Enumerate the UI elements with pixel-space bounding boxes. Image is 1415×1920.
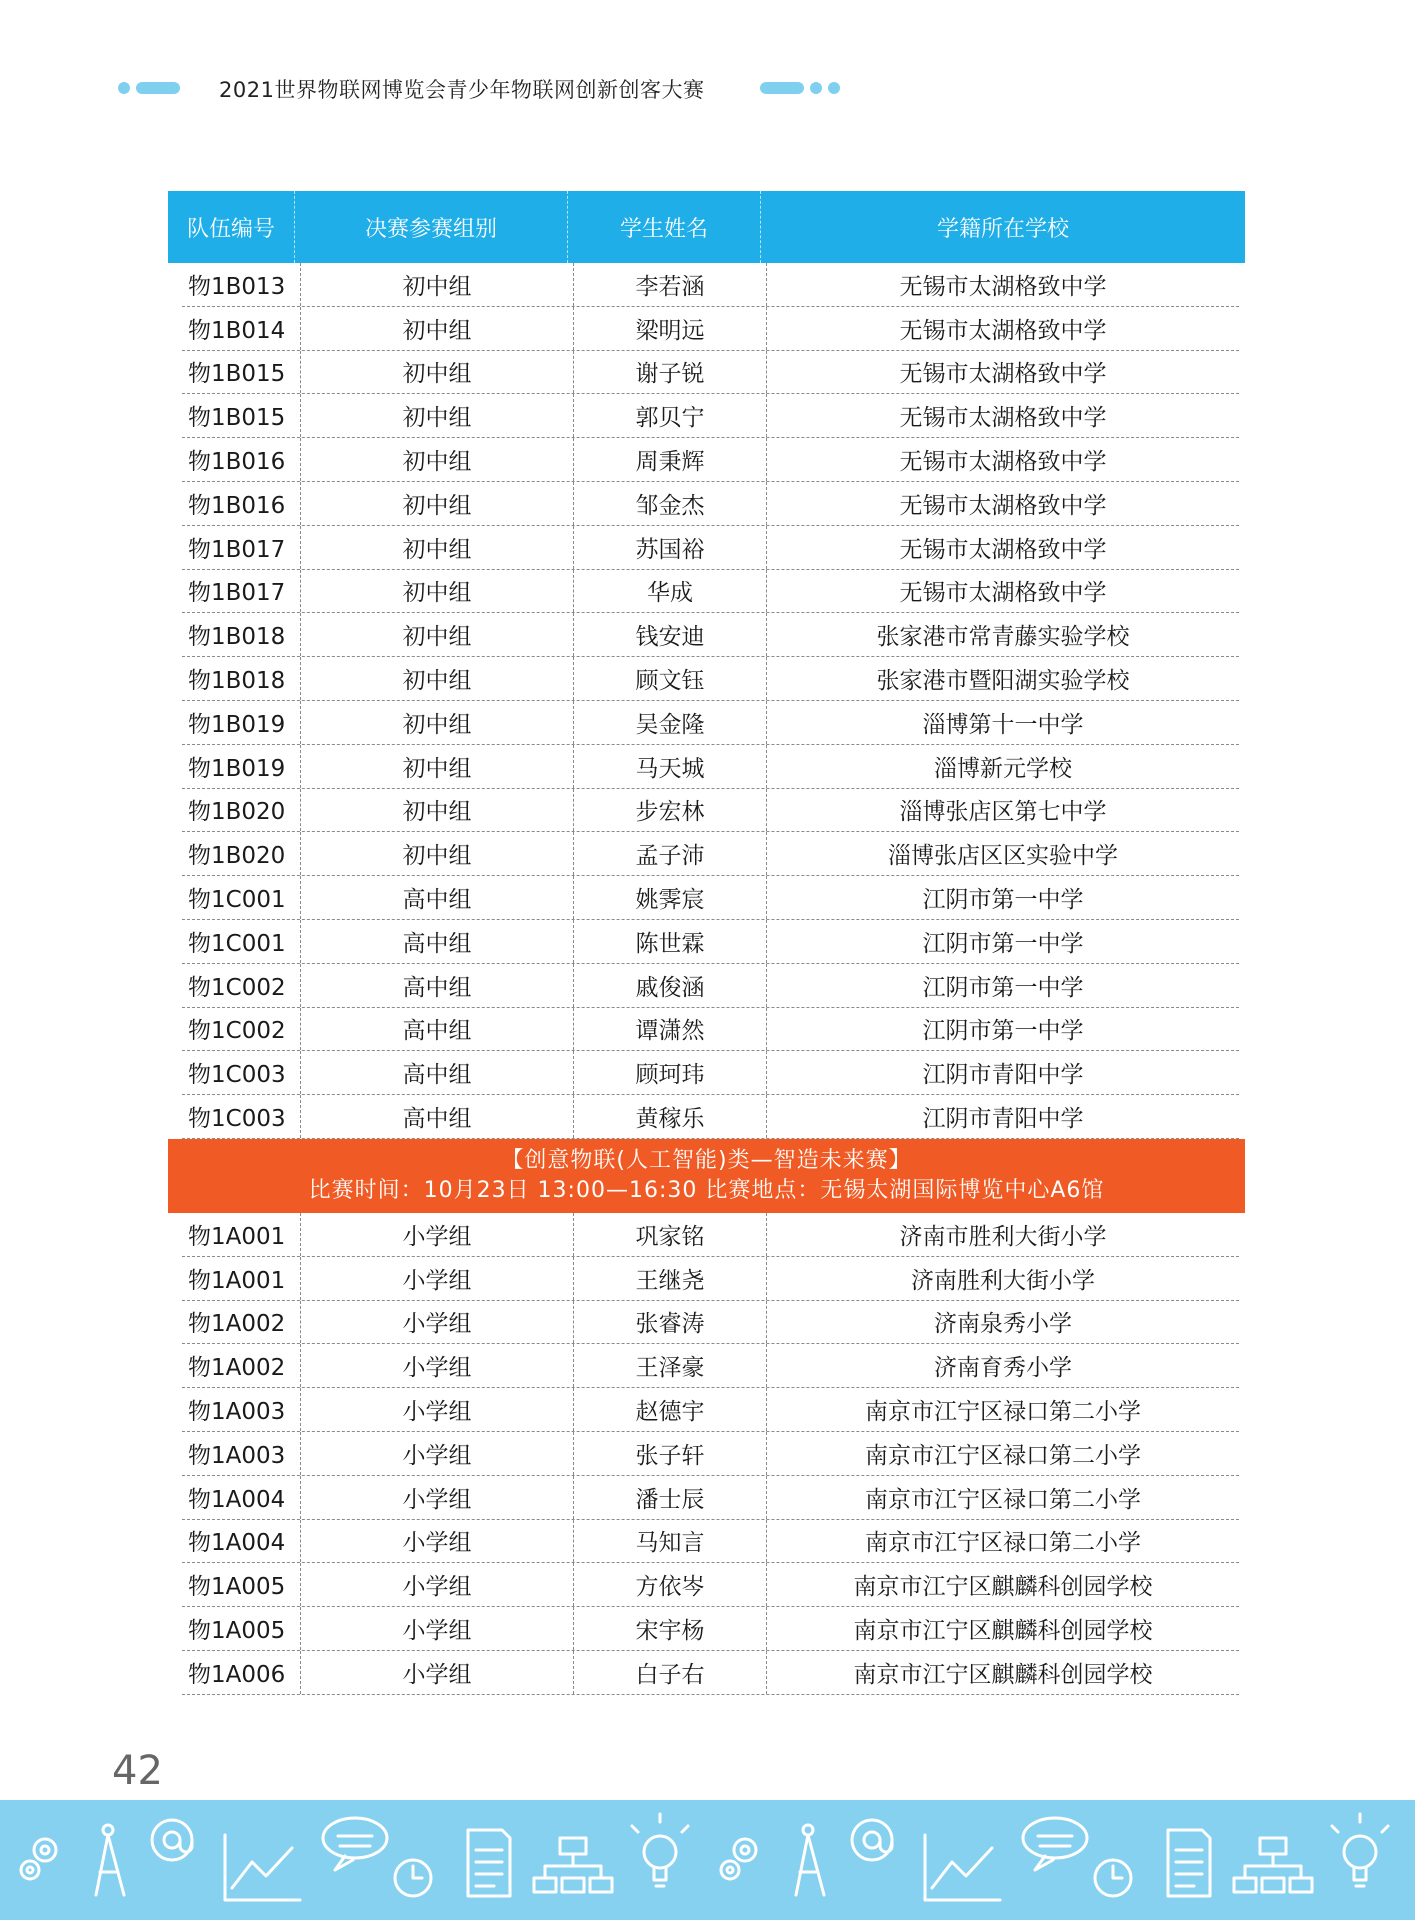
- table-row: [182, 832, 1239, 876]
- school-cell: 南京市江宁区麒麟科创园学校: [766, 1563, 1239, 1606]
- team-id-cell: 物1B019: [188, 711, 286, 738]
- table-row: [182, 482, 1239, 526]
- team-id-cell: 物1C001: [188, 930, 286, 957]
- team-id-cell: 物1B015: [188, 405, 286, 432]
- school-cell: 无锡市太湖格致中学: [766, 263, 1239, 306]
- table-row: [182, 1301, 1239, 1345]
- footer-decoration: [0, 1800, 1415, 1920]
- team-id-cell: 物1C003: [188, 1106, 286, 1133]
- team-id-cell: 物1B017: [188, 580, 286, 607]
- group-cell: 小学组: [300, 1563, 573, 1606]
- school-cell: 江阴市青阳中学: [766, 1095, 1239, 1138]
- team-id-cell: 物1B017: [188, 536, 286, 563]
- group-cell: 高中组: [300, 1095, 573, 1138]
- team-id-cell: 物1B015: [188, 361, 286, 388]
- table-row: [182, 394, 1239, 438]
- table-row: [182, 1520, 1239, 1564]
- group-cell: 高中组: [300, 876, 573, 919]
- banner-title: 【创意物联(人工智能)类—智造未来赛】: [501, 1147, 912, 1173]
- team-id-cell: 物1A001: [188, 1267, 286, 1294]
- student-name-cell: 郭贝宁: [573, 394, 766, 437]
- student-name-cell: 顾文钰: [573, 657, 766, 700]
- table-row: [182, 1563, 1239, 1607]
- table-row: [182, 1257, 1239, 1301]
- group-cell: 初中组: [300, 745, 573, 788]
- page-header: [0, 70, 1415, 104]
- school-cell: 张家港市暨阳湖实验学校: [766, 657, 1239, 700]
- page-number: 42: [112, 1748, 163, 1794]
- team-id-cell: 物1A002: [188, 1355, 286, 1382]
- student-name-cell: 巩家铭: [573, 1213, 766, 1256]
- team-id-cell: 物1B013: [188, 273, 286, 300]
- table-row: [182, 1095, 1239, 1139]
- table-row: [182, 745, 1239, 789]
- group-cell: 初中组: [300, 570, 573, 613]
- group-cell: 初中组: [300, 351, 573, 394]
- school-cell: 江阴市青阳中学: [766, 1051, 1239, 1094]
- group-cell: 小学组: [300, 1257, 573, 1300]
- team-id-cell: 物1B019: [188, 755, 286, 782]
- banner-schedule: 比赛时间：10月23日 13:00—16:30 比赛地点：无锡太湖国际博览中心A6馆: [308, 1177, 1105, 1203]
- group-cell: 初中组: [300, 526, 573, 569]
- school-cell: 淄博第十一中学: [766, 701, 1239, 744]
- group-cell: 初中组: [300, 438, 573, 481]
- clock-icon: [395, 1860, 431, 1896]
- student-name-cell: 张子轩: [573, 1432, 766, 1475]
- group-cell: 初中组: [300, 832, 573, 875]
- table-row: [182, 526, 1239, 570]
- header-dash-left: [136, 82, 180, 94]
- team-id-cell: 物1A006: [188, 1661, 286, 1688]
- team-id-cell: 物1B014: [188, 317, 286, 344]
- table-row: [182, 307, 1239, 351]
- school-cell: 无锡市太湖格致中学: [766, 394, 1239, 437]
- student-name-cell: 王泽豪: [573, 1344, 766, 1387]
- group-cell: 初中组: [300, 701, 573, 744]
- student-name-cell: 谢子锐: [573, 351, 766, 394]
- table-row: [182, 1008, 1239, 1052]
- school-cell: 济南育秀小学: [766, 1344, 1239, 1387]
- school-cell: 无锡市太湖格致中学: [766, 438, 1239, 481]
- table-row: [182, 964, 1239, 1008]
- group-cell: 高中组: [300, 1008, 573, 1051]
- student-name-cell: 梁明远: [573, 307, 766, 350]
- student-name-cell: 华成: [573, 570, 766, 613]
- group-cell: 初中组: [300, 307, 573, 350]
- student-name-cell: 苏国裕: [573, 526, 766, 569]
- group-cell: 小学组: [300, 1432, 573, 1475]
- team-id-cell: 物1B018: [188, 668, 286, 695]
- school-cell: 无锡市太湖格致中学: [766, 307, 1239, 350]
- speech-bubble-icon: [323, 1818, 387, 1870]
- team-id-cell: 物1A003: [188, 1442, 286, 1469]
- group-cell: 高中组: [300, 920, 573, 963]
- student-name-cell: 潘士辰: [573, 1476, 766, 1519]
- school-cell: 江阴市第一中学: [766, 920, 1239, 963]
- school-cell: 无锡市太湖格致中学: [766, 526, 1239, 569]
- team-id-cell: 物1B016: [188, 492, 286, 519]
- student-name-cell: 马知言: [573, 1520, 766, 1563]
- school-cell: 淄博张店区第七中学: [766, 789, 1239, 832]
- school-cell: 淄博张店区区实验中学: [766, 832, 1239, 875]
- table-row: [182, 1607, 1239, 1651]
- col-header-group: 决赛参赛组别: [294, 191, 567, 263]
- team-id-cell: 物1B020: [188, 799, 286, 826]
- school-cell: 江阴市第一中学: [766, 876, 1239, 919]
- student-name-cell: 吴金隆: [573, 701, 766, 744]
- team-id-cell: 物1C003: [188, 1062, 286, 1089]
- flowchart-icon: [534, 1838, 612, 1892]
- table-row: [182, 1651, 1239, 1695]
- group-cell: 小学组: [300, 1607, 573, 1650]
- table-row: [182, 1213, 1239, 1257]
- student-name-cell: 孟子沛: [573, 832, 766, 875]
- school-cell: 江阴市第一中学: [766, 1008, 1239, 1051]
- group-cell: 初中组: [300, 657, 573, 700]
- school-cell: 江阴市第一中学: [766, 964, 1239, 1007]
- team-id-cell: 物1C002: [188, 1018, 286, 1045]
- student-name-cell: 方依岑: [573, 1563, 766, 1606]
- group-cell: 小学组: [300, 1476, 573, 1519]
- team-id-cell: 物1A005: [188, 1574, 286, 1601]
- team-id-cell: 物1A005: [188, 1618, 286, 1644]
- student-name-cell: 谭潇然: [573, 1008, 766, 1051]
- group-cell: 高中组: [300, 1051, 573, 1094]
- group-cell: 初中组: [300, 482, 573, 525]
- table-row: [182, 1344, 1239, 1388]
- student-name-cell: 顾珂玮: [573, 1051, 766, 1094]
- team-id-cell: 物1A004: [188, 1486, 286, 1513]
- table-row: [182, 876, 1239, 920]
- col-header-student-name: 学生姓名: [567, 191, 760, 263]
- group-cell: 小学组: [300, 1344, 573, 1387]
- col-header-team-id: 队伍编号: [186, 216, 275, 242]
- student-name-cell: 马天城: [573, 745, 766, 788]
- table-row: [182, 1051, 1239, 1095]
- header-dot-left-small: [118, 82, 130, 94]
- table-header-row: [168, 191, 1245, 263]
- student-name-cell: 赵德宇: [573, 1388, 766, 1431]
- student-name-cell: 王继尧: [573, 1257, 766, 1300]
- school-cell: 无锡市太湖格致中学: [766, 482, 1239, 525]
- team-id-cell: 物1B020: [188, 843, 286, 870]
- school-cell: 南京市江宁区麒麟科创园学校: [766, 1607, 1239, 1650]
- student-name-cell: 宋宇杨: [573, 1607, 766, 1650]
- table-row: [182, 789, 1239, 833]
- footer-icons: [0, 1800, 1415, 1920]
- student-name-cell: 钱安迪: [573, 613, 766, 656]
- group-cell: 初中组: [300, 613, 573, 656]
- student-name-cell: 邹金杰: [573, 482, 766, 525]
- school-cell: 南京市江宁区禄口第二小学: [766, 1388, 1239, 1431]
- student-name-cell: 戚俊涵: [573, 964, 766, 1007]
- school-cell: 南京市江宁区禄口第二小学: [766, 1476, 1239, 1519]
- school-cell: 南京市江宁区禄口第二小学: [766, 1432, 1239, 1475]
- group-cell: 小学组: [300, 1388, 573, 1431]
- document-icon: [468, 1830, 510, 1896]
- school-cell: 济南市胜利大街小学: [766, 1213, 1239, 1256]
- student-name-cell: 姚霁宸: [573, 876, 766, 919]
- header-dash-right: [760, 82, 804, 94]
- table-row: [182, 920, 1239, 964]
- table-row: [182, 570, 1239, 614]
- student-name-cell: 步宏林: [573, 789, 766, 832]
- table-row: [182, 657, 1239, 701]
- student-name-cell: 李若涵: [573, 263, 766, 306]
- col-header-school: 学籍所在学校: [760, 191, 1245, 263]
- student-name-cell: 周秉辉: [573, 438, 766, 481]
- header-dot-right-1: [810, 82, 822, 94]
- team-id-cell: 物1B018: [188, 624, 286, 651]
- table-row: [182, 1476, 1239, 1520]
- group-cell: 高中组: [300, 964, 573, 1007]
- school-cell: 济南胜利大街小学: [766, 1257, 1239, 1300]
- school-cell: 南京市江宁区禄口第二小学: [766, 1520, 1239, 1563]
- group-cell: 初中组: [300, 263, 573, 306]
- table-row: [182, 701, 1239, 745]
- team-id-cell: 物1A001: [188, 1223, 286, 1250]
- table-row: [182, 438, 1239, 482]
- compass-icon: [96, 1825, 124, 1895]
- school-cell: 无锡市太湖格致中学: [766, 570, 1239, 613]
- group-cell: 初中组: [300, 789, 573, 832]
- lightbulb-icon: [632, 1814, 688, 1886]
- header-title: 2021世界物联网博览会青少年物联网创新创客大赛: [219, 78, 705, 102]
- table-body-section-1: [168, 263, 1245, 1139]
- header-dot-right-2: [828, 82, 840, 94]
- table-row: [182, 1388, 1239, 1432]
- group-cell: 小学组: [300, 1520, 573, 1563]
- participant-table: [168, 191, 1245, 1695]
- school-cell: 淄博新元学校: [766, 745, 1239, 788]
- school-cell: 南京市江宁区麒麟科创园学校: [766, 1651, 1239, 1694]
- school-cell: 张家港市常青藤实验学校: [766, 613, 1239, 656]
- section-banner: [168, 1139, 1245, 1213]
- gears-icon: [21, 1839, 56, 1879]
- team-id-cell: 物1A004: [188, 1530, 286, 1557]
- group-cell: 小学组: [300, 1301, 573, 1344]
- student-name-cell: 白子右: [573, 1651, 766, 1694]
- team-id-cell: 物1B016: [188, 449, 286, 476]
- table-row: [182, 351, 1239, 395]
- table-row: [182, 613, 1239, 657]
- at-sign-icon: [152, 1820, 192, 1860]
- team-id-cell: 物1C001: [188, 887, 286, 914]
- student-name-cell: 黄稼乐: [573, 1095, 766, 1138]
- group-cell: 小学组: [300, 1213, 573, 1256]
- school-cell: 无锡市太湖格致中学: [766, 351, 1239, 394]
- line-chart-icon: [225, 1835, 300, 1900]
- group-cell: 初中组: [300, 394, 573, 437]
- table-row: [182, 1432, 1239, 1476]
- team-id-cell: 物1A003: [188, 1399, 286, 1426]
- group-cell: 小学组: [300, 1651, 573, 1694]
- student-name-cell: 张睿涛: [573, 1301, 766, 1344]
- team-id-cell: 物1A002: [188, 1311, 286, 1338]
- table-row: [182, 263, 1239, 307]
- team-id-cell: 物1C002: [188, 974, 286, 1001]
- school-cell: 济南泉秀小学: [766, 1301, 1239, 1344]
- table-body-section-2: [168, 1213, 1245, 1695]
- student-name-cell: 陈世霖: [573, 920, 766, 963]
